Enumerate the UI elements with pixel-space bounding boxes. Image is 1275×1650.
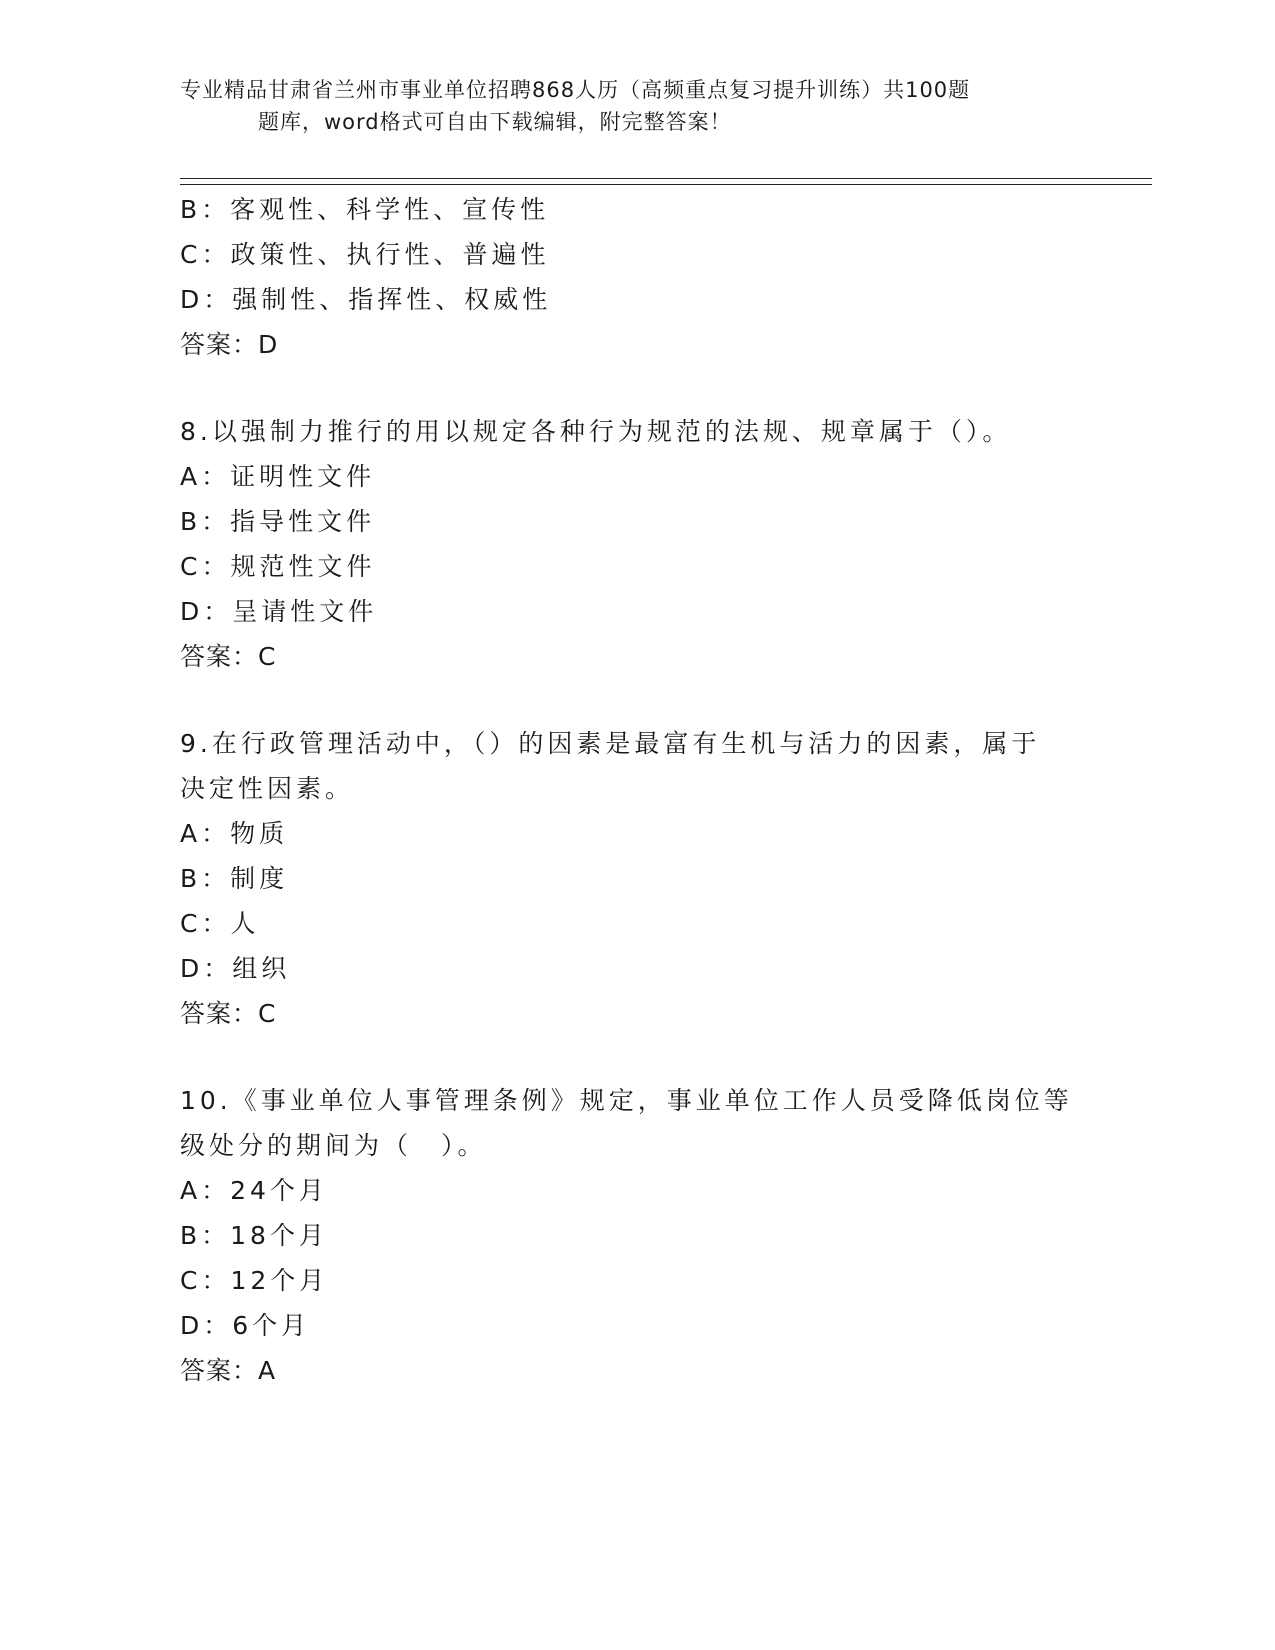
option-b: B：制度 xyxy=(180,864,289,893)
header-divider-top xyxy=(180,178,1152,179)
option-a: A：证明性文件 xyxy=(180,462,376,491)
option-c: C：12个月 xyxy=(180,1266,329,1295)
header-title-line2: 题库，word格式可自由下载编辑，附完整答案！ xyxy=(258,110,732,134)
question-text xyxy=(180,410,1080,455)
option-a: A：物质 xyxy=(180,819,289,848)
answer-line: 答案：C xyxy=(180,642,277,671)
option-c: C：规范性文件 xyxy=(180,552,376,581)
answer-line: 答案：C xyxy=(180,999,277,1028)
question-10 xyxy=(180,1079,1080,1394)
question-text-line: 10.《事业单位人事管理条例》规定，事业单位工作人员受降低岗位等 xyxy=(180,1086,1073,1115)
option-d: D：呈请性文件 xyxy=(180,597,378,626)
question-9 xyxy=(180,722,1080,1037)
question-text-line: 级处分的期间为（ ）。 xyxy=(180,1131,487,1160)
option-a: A：24个月 xyxy=(180,1176,328,1205)
question-7-remainder xyxy=(180,188,1080,368)
header-title-line1: 专业精品甘肃省兰州市事业单位招聘868人历（高频重点复习提升训练）共100题 xyxy=(180,78,971,102)
option-d: D：强制性、指挥性、权威性 xyxy=(180,285,552,314)
option-b: B：18个月 xyxy=(180,1221,328,1250)
answer-line: 答案：D xyxy=(180,330,279,359)
option-d: D：6个月 xyxy=(180,1311,311,1340)
question-8 xyxy=(180,410,1080,680)
option-b: B：客观性、科学性、宣传性 xyxy=(180,195,550,224)
question-text-line: 9.在行政管理活动中，（）的因素是最富有生机与活力的因素，属于 xyxy=(180,729,1041,758)
question-text xyxy=(180,722,1080,812)
question-text-line: 决定性因素。 xyxy=(180,774,355,803)
question-text-line: 8.以强制力推行的用以规定各种行为规范的法规、规章属于（）。 xyxy=(180,417,1012,446)
option-c: C：人 xyxy=(180,909,260,938)
option-b: B：指导性文件 xyxy=(180,507,376,536)
question-text xyxy=(180,1079,1080,1169)
header-divider-bottom xyxy=(180,184,1152,185)
option-d: D：组织 xyxy=(180,954,291,983)
document-body xyxy=(180,188,1080,1394)
option-c: C：政策性、执行性、普遍性 xyxy=(180,240,550,269)
answer-line: 答案：A xyxy=(180,1356,277,1385)
page-header xyxy=(180,74,1080,138)
